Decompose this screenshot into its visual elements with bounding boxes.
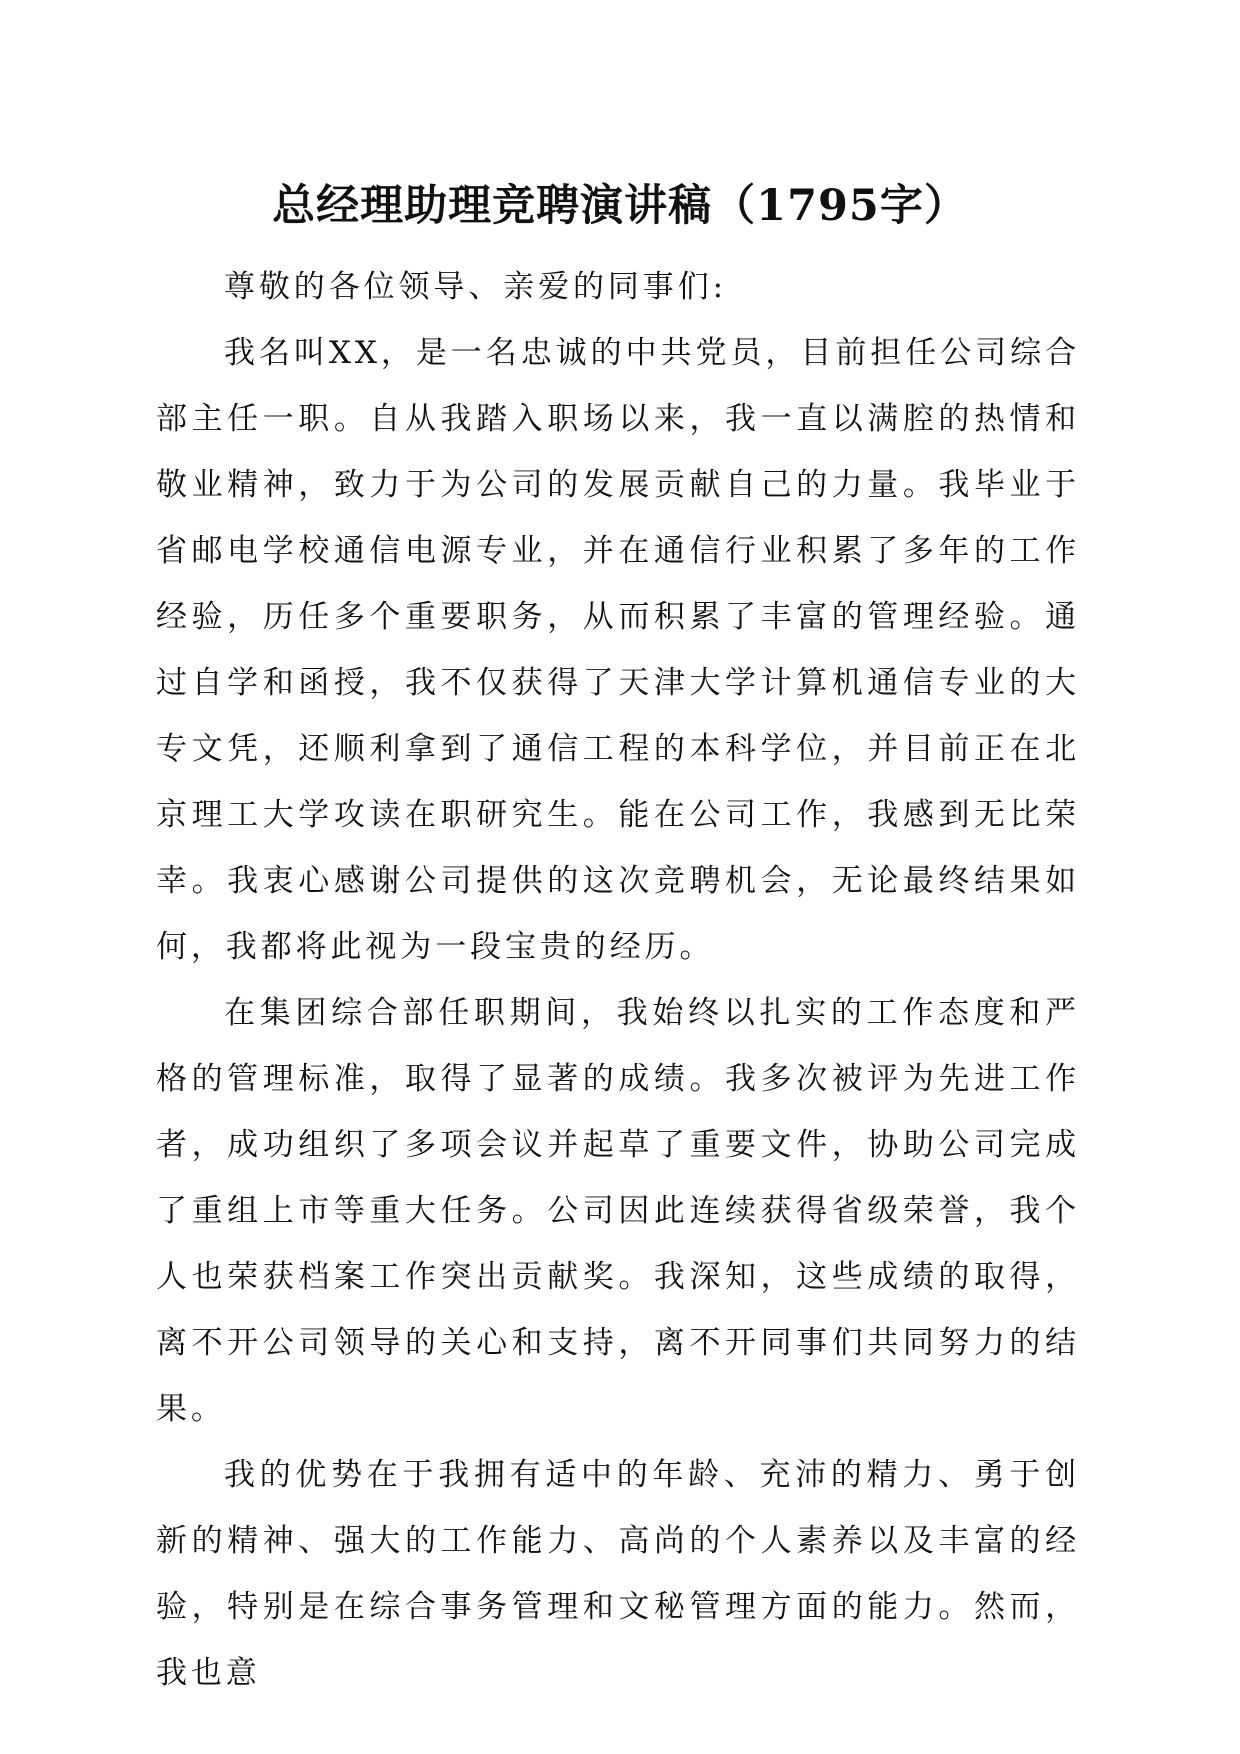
document-body — [156, 254, 1080, 1706]
salutation-paragraph: 尊敬的各位领导、亲爱的同事们: — [224, 269, 727, 305]
introduction-paragraph: 我名叫XX，是一名忠诚的中共党员，目前担任公司综合部主任一职。自从我踏入职场以来，我一直以满腔的热情和敬业精神，致力于为公司的发展贡献自己的力量。我毕业于省邮电学校通信电源专业，并在通信行业积累了多年的工作经验，历任多个重要职务，从而积累了丰富的管理经验。通过自学和函授，我不仅获得了天津大学计算机通信专业的大专文凭，还顺利拿到了通信工程的本科学位，并目前正在北京理工大学攻读在职研究生。能在公司工作，我感到无比荣幸。我衷心感谢公司提供的这次竞聘机会，无论最终结果如何，我都将此视为一段宝贵的经历。 — [156, 335, 1080, 965]
document-title: 总经理助理竞聘演讲稿（1795字） — [272, 181, 968, 231]
achievements-paragraph: 在集团综合部任职期间，我始终以扎实的工作态度和严格的管理标准，取得了显著的成绩。我多次被评为先进工作者，成功组织了多项会议并起草了重要文件，协助公司完成了重组上市等重大任务。公司因此连续获得省级荣誉，我个人也荣获档案工作突出贡献奖。我深知，这些成绩的取得，离不开公司领导的关心和支持，离不开同事们共同努力的结果。 — [156, 995, 1080, 1427]
strengths-paragraph: 我的优势在于我拥有适中的年龄、充沛的精力、勇于创新的精神、强大的工作能力、高尚的个人素养以及丰富的经验，特别是在综合事务管理和文秘管理方面的能力。然而，我也意 — [156, 1457, 1080, 1691]
